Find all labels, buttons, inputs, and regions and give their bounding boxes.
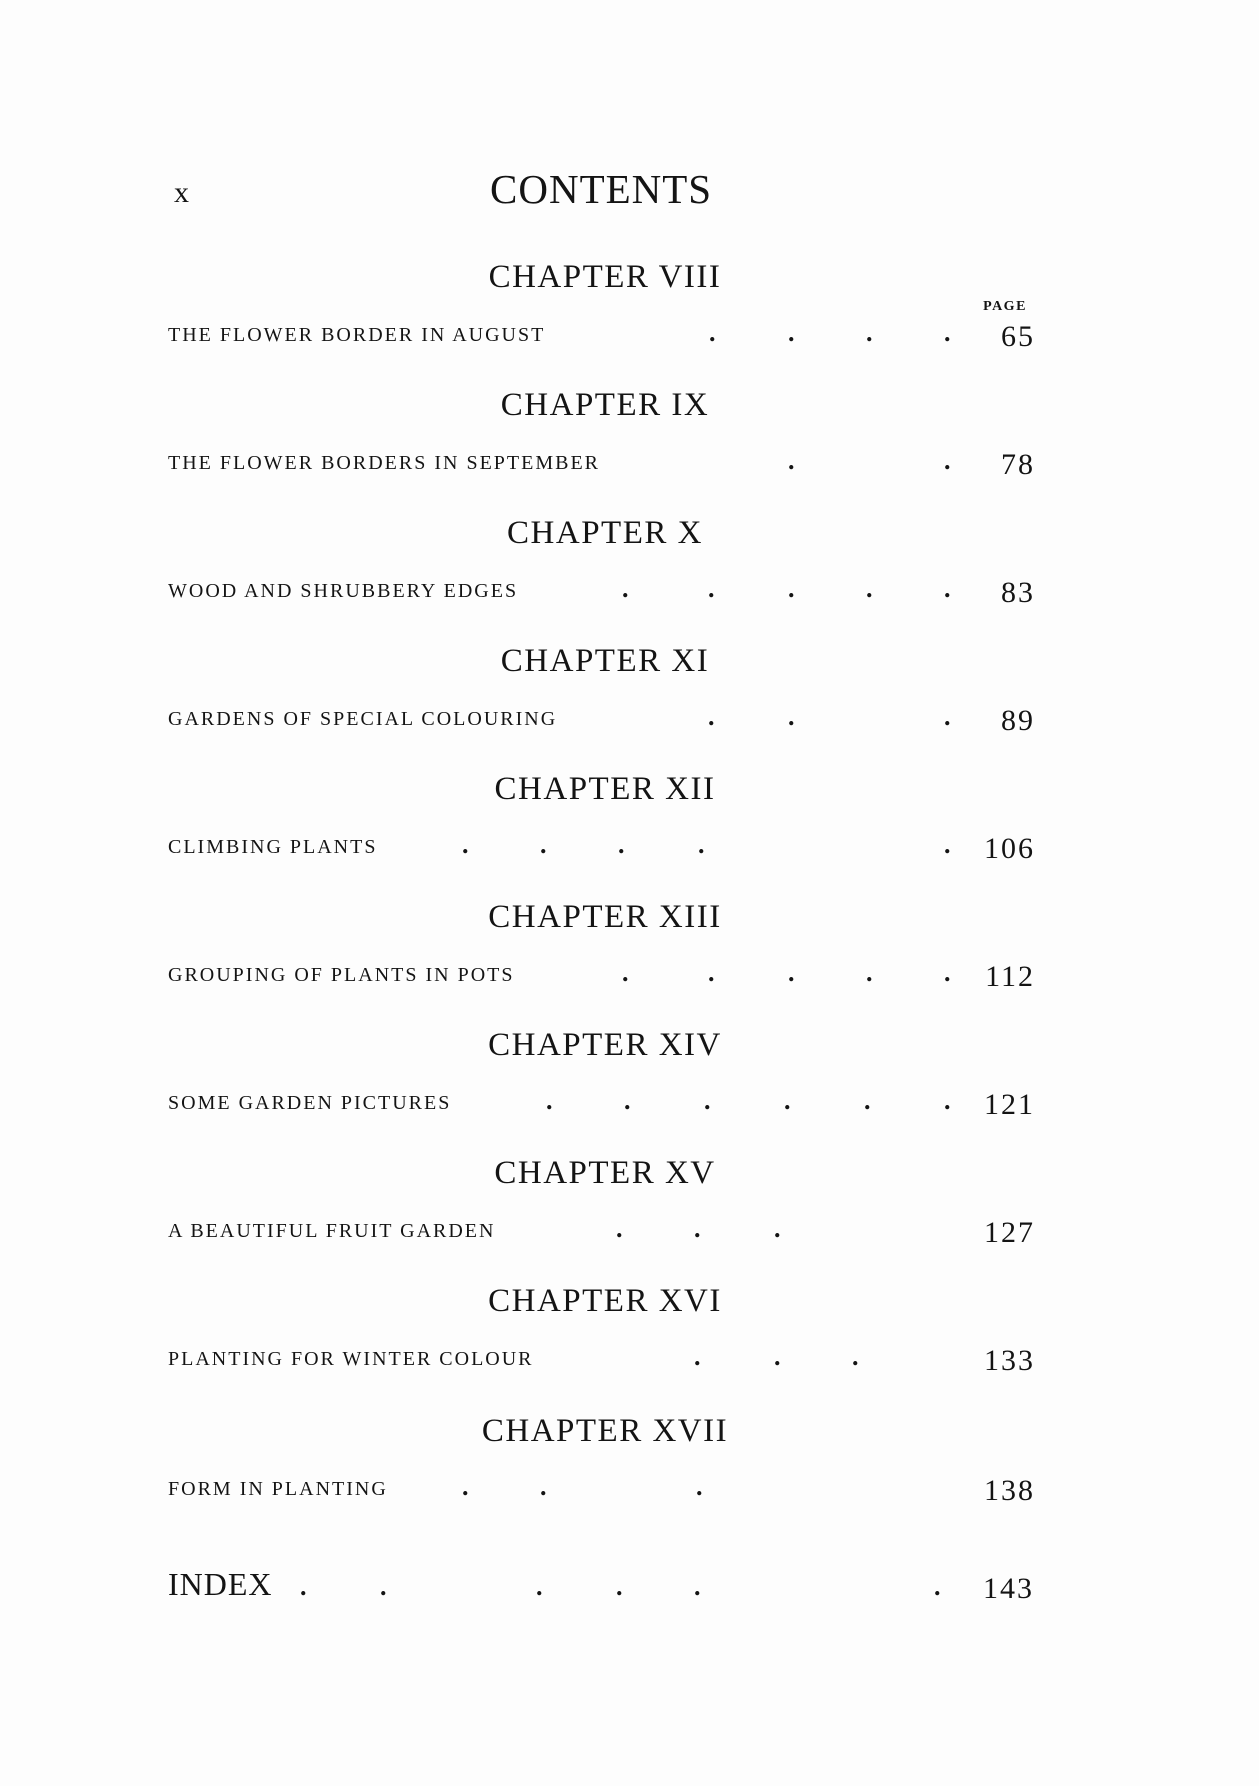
chapter-heading: CHAPTER IX bbox=[500, 387, 710, 423]
entry-title: CLIMBING PLANTS bbox=[168, 836, 378, 858]
leader-dot: . bbox=[696, 1472, 703, 1501]
chapter-heading: CHAPTER XV bbox=[494, 1155, 716, 1191]
leader-dot: . bbox=[788, 702, 795, 731]
toc-entry[interactable] bbox=[168, 576, 1040, 610]
leader-dot: . bbox=[934, 1572, 941, 1601]
entry-page-number: 121 bbox=[984, 1088, 1035, 1121]
chapter-heading: CHAPTER VIII bbox=[488, 259, 722, 295]
leader-dot: . bbox=[788, 574, 795, 603]
leader-dot: . bbox=[380, 1572, 387, 1601]
index-title: INDEX bbox=[168, 1566, 273, 1602]
leader-dot: . bbox=[462, 1472, 469, 1501]
leader-dot: . bbox=[788, 958, 795, 987]
leader-dot: . bbox=[694, 1214, 701, 1243]
entry-title: PLANTING FOR WINTER COLOUR bbox=[168, 1348, 534, 1370]
entry-title: SOME GARDEN PICTURES bbox=[168, 1092, 452, 1114]
entry-title: A BEAUTIFUL FRUIT GARDEN bbox=[168, 1220, 496, 1242]
toc-index-entry[interactable] bbox=[168, 1566, 1040, 1610]
leader-dot: . bbox=[774, 1342, 781, 1371]
leader-dot: . bbox=[694, 1572, 701, 1601]
toc-entry[interactable] bbox=[168, 704, 1040, 738]
leader-dot: . bbox=[774, 1214, 781, 1243]
toc-entry[interactable] bbox=[168, 1216, 1040, 1250]
entry-title: THE FLOWER BORDERS IN SEPTEMBER bbox=[168, 452, 601, 474]
leader-dot: . bbox=[546, 1086, 553, 1115]
leader-dot: . bbox=[788, 318, 795, 347]
leader-dot: . bbox=[784, 1086, 791, 1115]
chapter-heading: CHAPTER XIV bbox=[488, 1027, 722, 1063]
leader-dot: . bbox=[616, 1214, 623, 1243]
toc-entry[interactable] bbox=[168, 320, 1040, 354]
leader-dot: . bbox=[866, 958, 873, 987]
entry-page-number: 127 bbox=[984, 1216, 1035, 1249]
leader-dot: . bbox=[300, 1572, 307, 1601]
leader-dot: . bbox=[708, 958, 715, 987]
page-column-label: PAGE bbox=[983, 299, 1027, 314]
chapter-heading: CHAPTER XVI bbox=[488, 1283, 722, 1319]
toc-entry[interactable] bbox=[168, 1088, 1040, 1122]
leader-dot: . bbox=[540, 830, 547, 859]
entry-page-number: 89 bbox=[1001, 704, 1035, 737]
leader-dot: . bbox=[788, 446, 795, 475]
leader-dot: . bbox=[616, 1572, 623, 1601]
chapter-heading: CHAPTER XIII bbox=[488, 899, 722, 935]
entry-page-number: 112 bbox=[985, 960, 1035, 993]
leader-dot: . bbox=[698, 830, 705, 859]
leader-dot: . bbox=[944, 958, 951, 987]
chapter-heading: CHAPTER XII bbox=[494, 771, 716, 807]
entry-page-number: 83 bbox=[1001, 576, 1035, 609]
leader-dot: . bbox=[709, 318, 716, 347]
toc-entry[interactable] bbox=[168, 1474, 1040, 1508]
leader-dot: . bbox=[944, 1086, 951, 1115]
leader-dot: . bbox=[866, 574, 873, 603]
leader-dot: . bbox=[708, 702, 715, 731]
toc-entry[interactable] bbox=[168, 960, 1040, 994]
entry-title: FORM IN PLANTING bbox=[168, 1478, 388, 1500]
entry-title: GROUPING OF PLANTS IN POTS bbox=[168, 964, 515, 986]
leader-dot: . bbox=[694, 1342, 701, 1371]
leader-dot: . bbox=[866, 318, 873, 347]
leader-dot: . bbox=[536, 1572, 543, 1601]
entry-title: THE FLOWER BORDER IN AUGUST bbox=[168, 324, 546, 346]
leader-dot: . bbox=[708, 574, 715, 603]
entry-page-number: 78 bbox=[1001, 448, 1035, 481]
leader-dot: . bbox=[864, 1086, 871, 1115]
leader-dot: . bbox=[944, 574, 951, 603]
page-folio: x bbox=[174, 176, 190, 209]
index-page-number: 143 bbox=[983, 1572, 1034, 1605]
toc-entry[interactable] bbox=[168, 1344, 1040, 1378]
leader-dot: . bbox=[944, 318, 951, 347]
leader-dot: . bbox=[618, 830, 625, 859]
leader-dot: . bbox=[944, 830, 951, 859]
entry-page-number: 106 bbox=[984, 832, 1035, 865]
leader-dot: . bbox=[944, 446, 951, 475]
chapter-heading: CHAPTER X bbox=[507, 515, 703, 551]
toc-entry[interactable] bbox=[168, 448, 1040, 482]
chapter-heading: CHAPTER XI bbox=[500, 643, 710, 679]
entry-page-number: 65 bbox=[1001, 320, 1035, 353]
entry-page-number: 138 bbox=[984, 1474, 1035, 1507]
entry-page-number: 133 bbox=[984, 1344, 1035, 1377]
leader-dot: . bbox=[944, 702, 951, 731]
chapter-heading: CHAPTER XVII bbox=[481, 1413, 729, 1449]
toc-entry[interactable] bbox=[168, 832, 1040, 866]
leader-dot: . bbox=[704, 1086, 711, 1115]
leader-dot: . bbox=[624, 1086, 631, 1115]
entry-title: GARDENS OF SPECIAL COLOURING bbox=[168, 708, 558, 730]
leader-dot: . bbox=[462, 830, 469, 859]
running-head: CONTENTS bbox=[490, 166, 713, 212]
leader-dot: . bbox=[852, 1342, 859, 1371]
leader-dot: . bbox=[540, 1472, 547, 1501]
entry-title: WOOD AND SHRUBBERY EDGES bbox=[168, 580, 519, 602]
leader-dot: . bbox=[622, 958, 629, 987]
leader-dot: . bbox=[622, 574, 629, 603]
